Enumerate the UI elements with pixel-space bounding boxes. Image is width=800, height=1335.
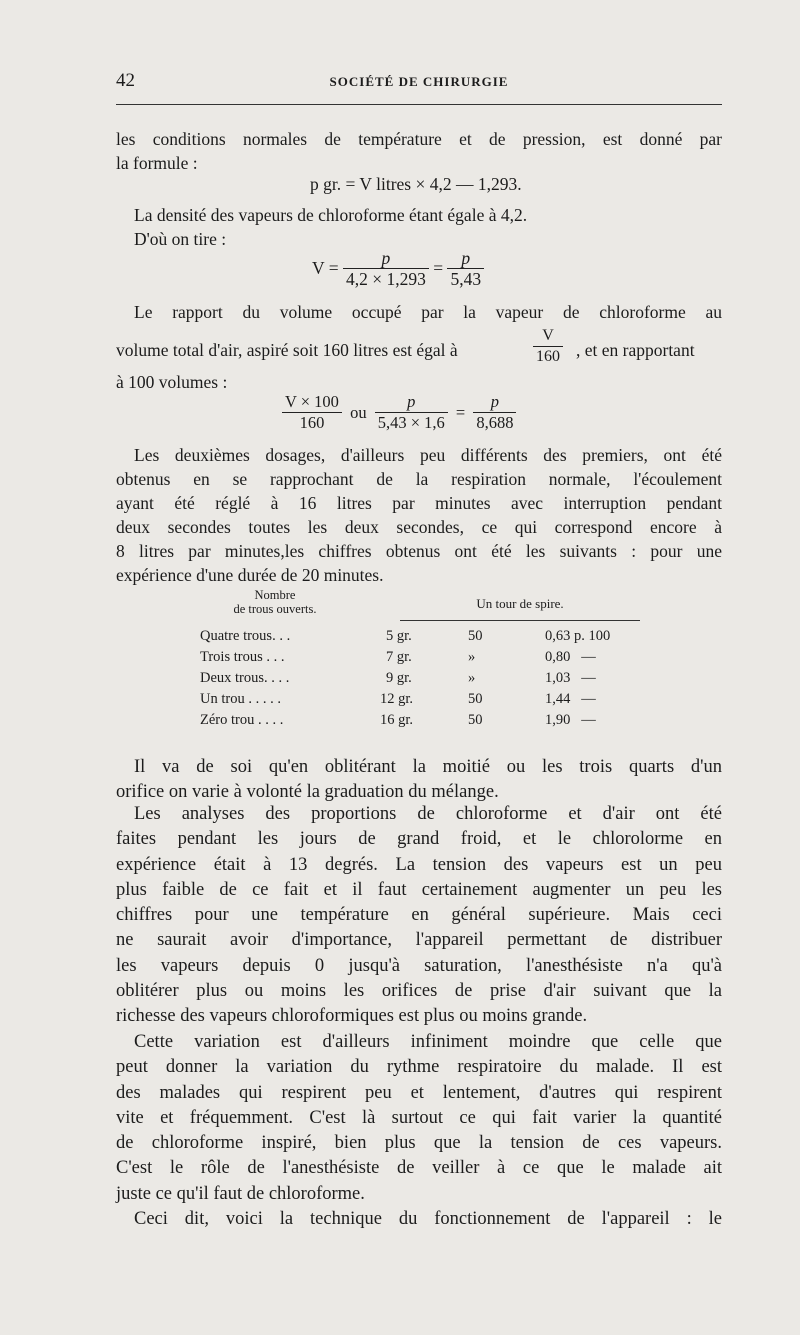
text-line: Les deuxièmes dosages, d'ailleurs peu différents des premiers, ont été xyxy=(134,445,722,465)
cell-grams: 7 gr. xyxy=(386,649,412,665)
text-line: orifice on varie à volonté la graduation du mélange. xyxy=(116,782,499,803)
text-line: les conditions normales de température et de pression, est donné par xyxy=(116,129,722,149)
paragraph-8 xyxy=(116,1207,722,1232)
fraction-denominator: 5,43 xyxy=(447,268,484,289)
header-line: Nombre xyxy=(254,588,296,602)
column-header-spire: Un tour de spire. xyxy=(476,596,564,611)
equals-sign: = xyxy=(455,402,466,422)
table-row xyxy=(200,649,640,669)
paragraph-3 xyxy=(116,300,722,324)
text-line: juste ce qu'il faut de chloroforme. xyxy=(116,1183,365,1204)
cell-grams: 12 gr. xyxy=(380,691,414,707)
fraction-denominator: 160 xyxy=(533,346,563,367)
text-line: des malades qui respirent peu et lentement, d'autres qui respirent xyxy=(116,1082,722,1103)
fraction-denominator: 4,2 × 1,293 xyxy=(343,268,429,289)
column-header-holes xyxy=(200,588,350,616)
text-line: Le rapport du volume occupé par la vapeur de chloroforme au xyxy=(134,302,722,322)
text-line: richesse des vapeurs chloroformiques est plus ou moins grande. xyxy=(116,1006,588,1027)
cell-label: Quatre trous. . . xyxy=(200,628,291,644)
text-line: ne saurait avoir d'importance, l'appareil permettant de distribuer xyxy=(116,930,722,951)
text-line: Les analyses des proportions de chloroforme et d'air ont été xyxy=(134,804,722,824)
fraction-numerator: p xyxy=(490,392,499,411)
text-line: Ceci dit, voici la technique du fonctionnement de l'appareil : le xyxy=(134,1209,722,1229)
text-line: les vapeurs depuis 0 jusqu'à saturation, l'anesthésiste n'a qu'à xyxy=(116,955,722,976)
cell-fraction: 50 xyxy=(468,712,483,728)
equals-sign: = xyxy=(433,258,444,278)
fraction xyxy=(533,326,563,367)
paragraph-6 xyxy=(116,802,722,1030)
fraction-denominator: 5,43 × 1,6 xyxy=(375,412,448,433)
text-line: de chloroforme inspiré, bien plus que la tension de ces vapeurs. xyxy=(116,1133,722,1154)
text-line: Il va de soi qu'en oblitérant la moitié ou les trois quarts d'un xyxy=(134,757,722,777)
cell-label: Trois trous . . . xyxy=(200,649,285,665)
paragraph-5 xyxy=(116,755,722,806)
text-line: vite et fréquemment. C'est là surtout ce qui fait varier la quantité xyxy=(116,1107,722,1128)
page-number: 42 xyxy=(116,70,135,91)
text-line: peut donner la variation du rythme respiratoire du malade. Il est xyxy=(116,1057,722,1078)
header-line: de trous ouverts. xyxy=(233,602,317,616)
cell-percent: 0,80 — xyxy=(545,649,596,665)
cell-label: Un trou . . . . . xyxy=(200,691,281,707)
fraction-numerator: p xyxy=(381,248,391,268)
formula-weight: p gr. = V litres × 4,2 — 1,293. xyxy=(310,174,522,194)
paragraph-7 xyxy=(116,1030,722,1207)
fraction xyxy=(343,248,429,289)
text-line: la formule : xyxy=(116,153,198,173)
cell-percent: 1,44 — xyxy=(545,691,596,707)
cell-percent: 1,90 — xyxy=(545,712,596,728)
text-line: faites pendant les jours de grand froid, et le chlorolorme en xyxy=(116,829,722,850)
fraction xyxy=(375,392,448,433)
formula-ratio xyxy=(282,392,516,433)
paragraph-3-line-3 xyxy=(116,370,722,394)
formula-or: ou xyxy=(350,402,367,422)
text-line: 8 litres par minutes,les chiffres obtenus ont été les suivants : pour une xyxy=(116,541,722,561)
text-line: D'où on tire : xyxy=(134,229,227,249)
text-line: à 100 volumes : xyxy=(116,372,228,392)
fraction xyxy=(282,392,342,433)
text-line: , et en rapportant xyxy=(576,340,695,360)
paragraph-4 xyxy=(116,443,722,587)
cell-percent: 1,03 — xyxy=(545,670,596,686)
fraction-numerator: p xyxy=(407,392,416,411)
text-line: chiffres pour une température en général supérieure. Mais ceci xyxy=(116,905,722,926)
fraction xyxy=(447,248,484,289)
text-line: oblitérer plus ou moins les orifices de prise d'air suivant que la xyxy=(116,981,722,1002)
fraction-denominator: 160 xyxy=(282,412,342,433)
header-rule xyxy=(116,104,722,105)
fraction-denominator: 8,688 xyxy=(473,412,516,433)
text-line: plus faible de ce fait et il faut certainement augmenter un peu les xyxy=(116,879,722,900)
cell-fraction: » xyxy=(468,670,476,686)
text-line: expérience était à 13 degrés. La tension des vapeurs est un peu xyxy=(116,854,722,875)
cell-grams: 5 gr. xyxy=(386,628,412,644)
cell-grams: 9 gr. xyxy=(386,670,412,686)
text-line: obtenus en se rapprochant de la respiration normale, l'écoulement xyxy=(116,469,722,489)
paragraph-3-line-2 xyxy=(116,326,722,370)
fraction-numerator: V × 100 xyxy=(285,392,339,411)
cell-fraction: 50 xyxy=(468,691,483,707)
cell-percent: 0,63 p. 100 xyxy=(545,628,611,644)
paragraph-1 xyxy=(116,127,722,175)
fraction-numerator: p xyxy=(461,248,471,268)
formula-volume xyxy=(312,248,484,289)
table-rule xyxy=(400,620,640,621)
text-line: deux secondes toutes les deux secondes, ce qui correspond encore à xyxy=(116,517,722,537)
text-line: C'est le rôle de l'anesthésiste de veiller à ce que le malade ait xyxy=(116,1158,722,1179)
text-line: expérience d'une durée de 20 minutes. xyxy=(116,565,384,585)
cell-grams: 16 gr. xyxy=(380,712,414,728)
formula-lhs: V = xyxy=(312,258,339,278)
table-row xyxy=(200,712,640,732)
cell-label: Zéro trou . . . . xyxy=(200,712,284,728)
text-line: Cette variation est d'ailleurs infiniment moindre que celle que xyxy=(134,1032,722,1052)
table-row xyxy=(200,670,640,690)
cell-fraction: » xyxy=(468,649,476,665)
table-row xyxy=(200,691,640,711)
cell-fraction: 50 xyxy=(468,628,483,644)
cell-label: Deux trous. . . . xyxy=(200,670,290,686)
paragraph-2 xyxy=(116,203,722,251)
running-head: SOCIÉTÉ DE CHIRURGIE xyxy=(329,74,509,89)
fraction-numerator: V xyxy=(542,327,554,344)
text-line: La densité des vapeurs de chloroforme étant égale à 4,2. xyxy=(134,205,528,225)
text-line: ayant été réglé à 16 litres par minutes avec interruption pendant xyxy=(116,493,722,513)
fraction xyxy=(473,392,516,433)
table-row xyxy=(200,628,640,648)
page-header xyxy=(116,70,722,96)
text-line: volume total d'air, aspiré soit 160 litres est égal à xyxy=(116,340,458,360)
